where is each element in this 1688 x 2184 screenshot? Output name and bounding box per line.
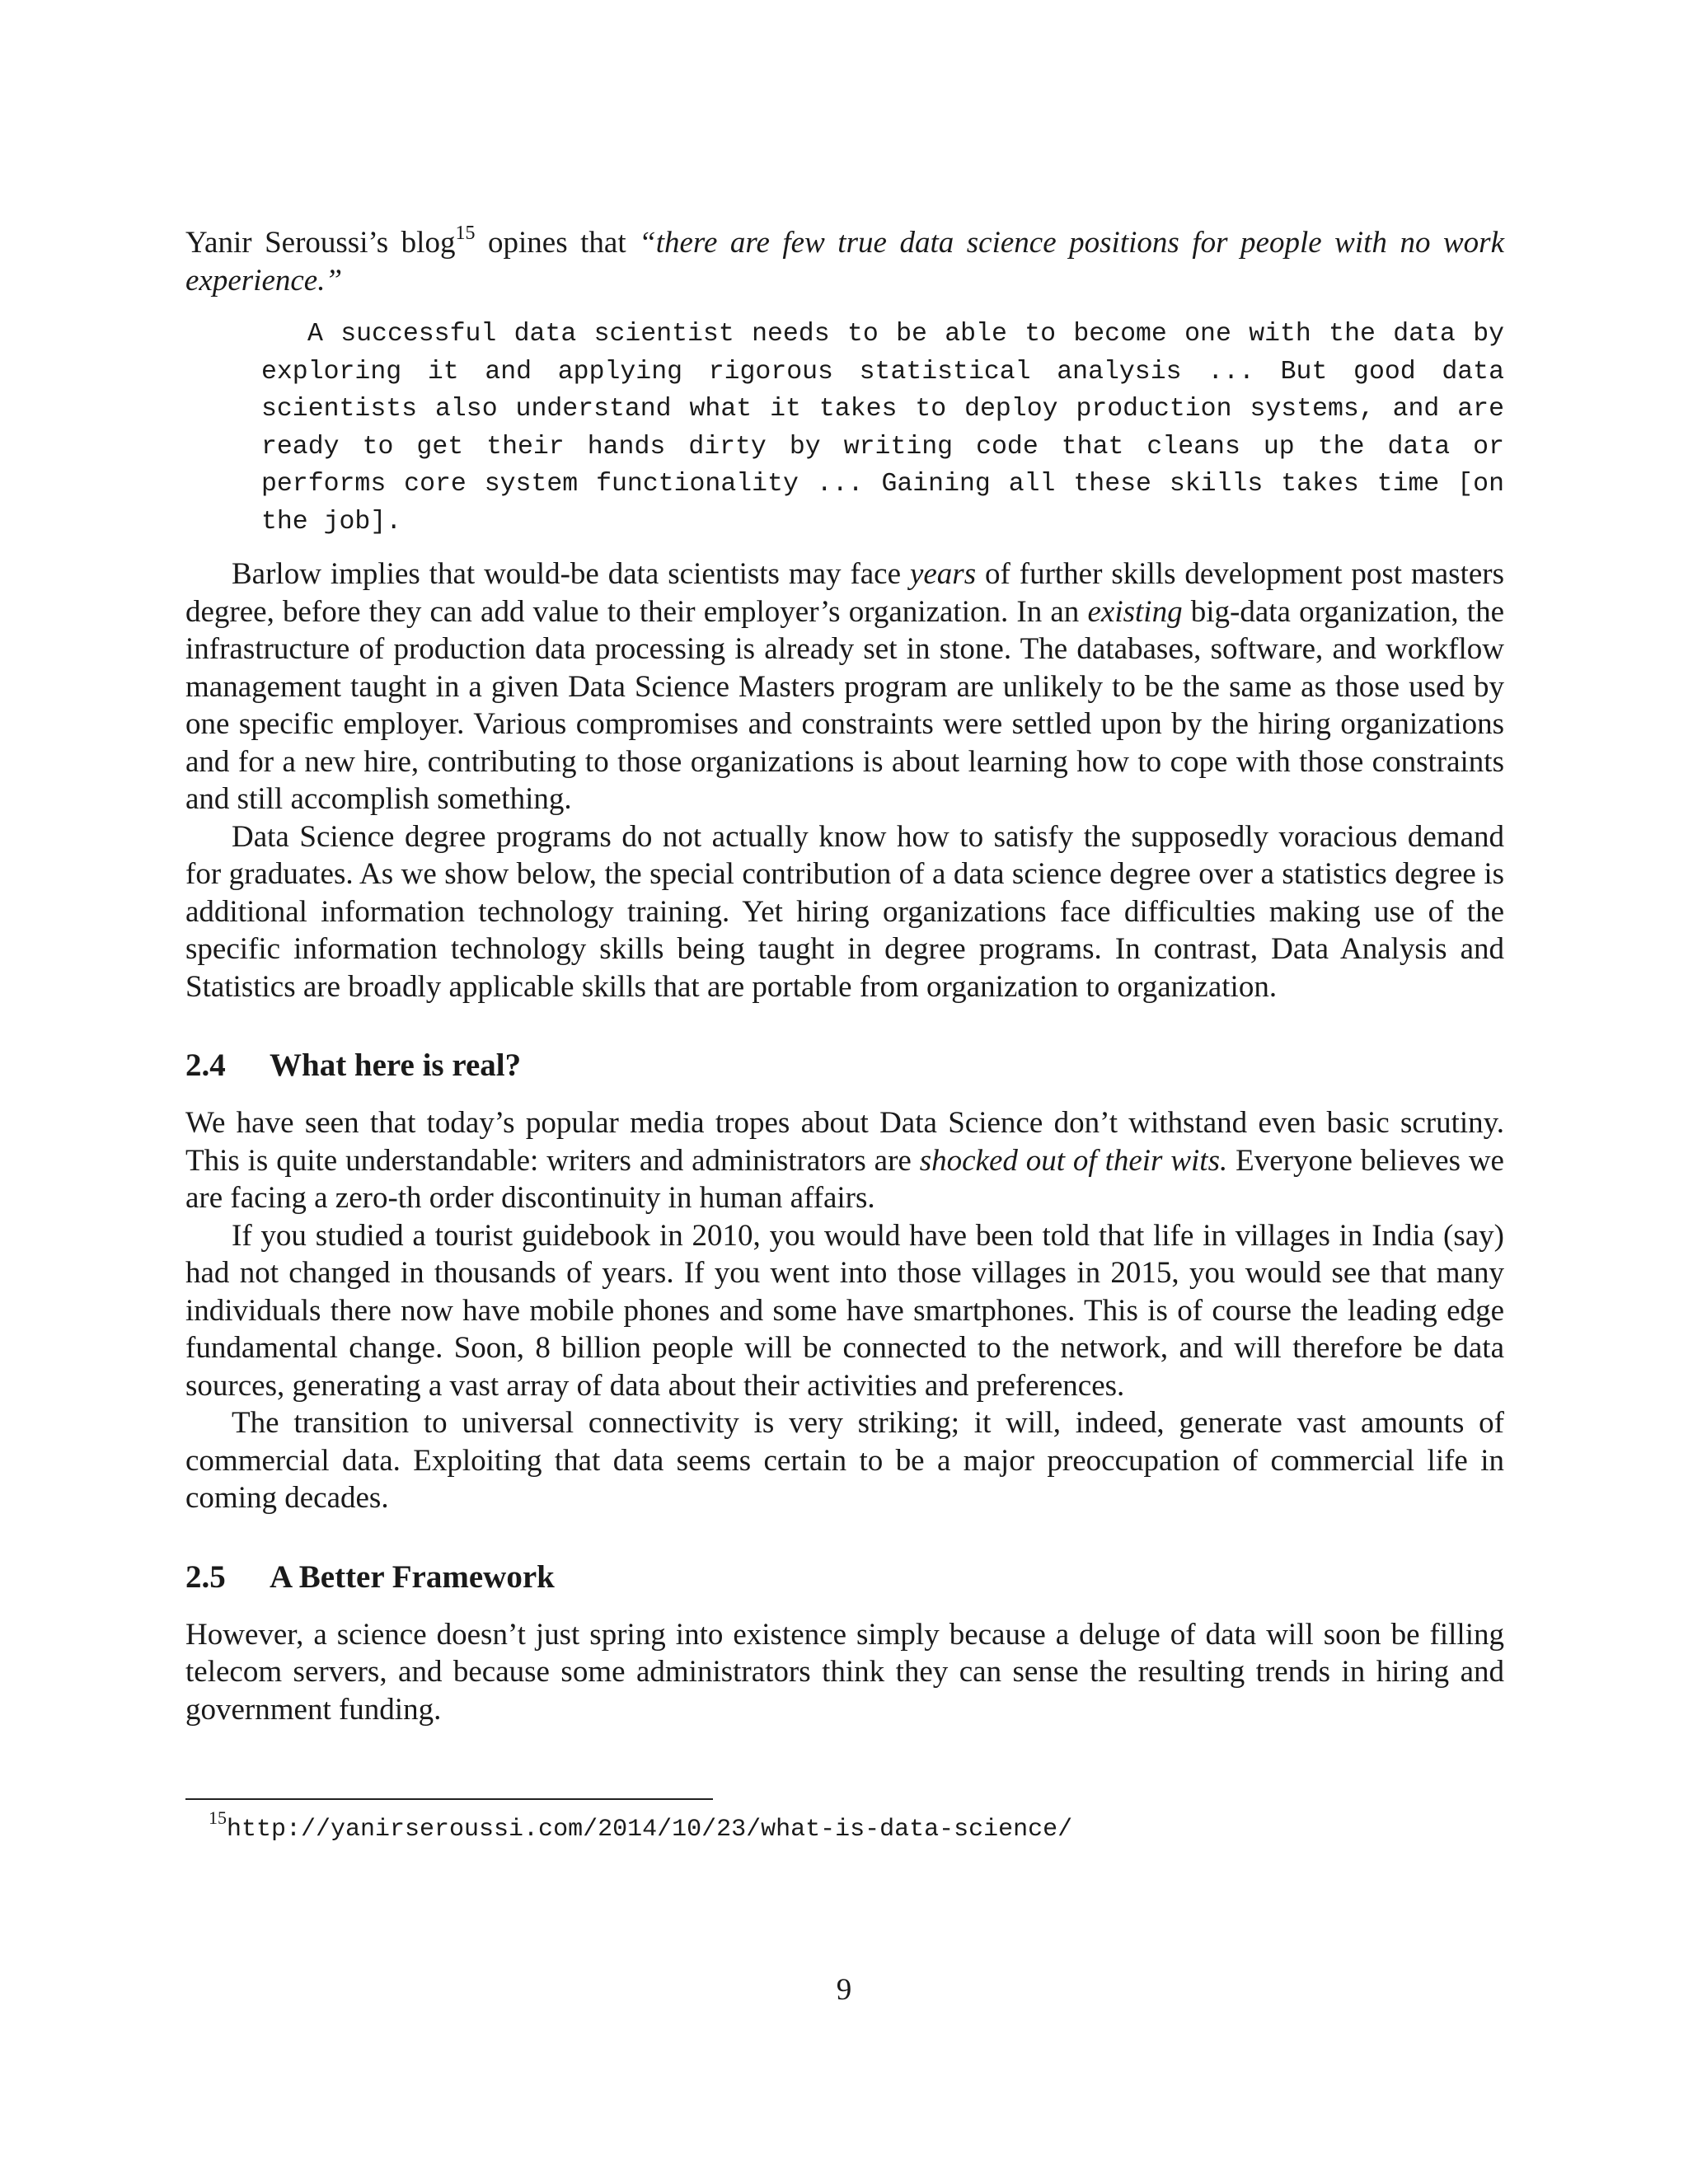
paragraph-better-framework: However, a science doesn’t just spring into existence simply because a deluge of data will soon be filling telecom servers, and because some administrators think they can sense the resulting trends in hiring and government funding.: [185, 1617, 1504, 1727]
footnote-reference[interactable]: 15: [455, 223, 476, 244]
paragraph-text: of further skills development post masters degree, before they can add value to their employer’s organization. In an: [185, 557, 1505, 629]
section-heading-2-4: [185, 1045, 1504, 1086]
section-heading-2-5: [185, 1557, 1504, 1598]
paragraph-guidebook: If you studied a tourist guidebook in 2010, you would have been told that life in villages in India (say) had not changed in thousands of years. If you went into those villages in 2015, you would see that many individuals there now have mobile phones and some have smartphones. This is of course the leading edge fundamental change. Soon, 8 billion people will be connected to the network, and will therefore be data sources, generating a vast array of data about their activities and preferences.: [185, 1218, 1504, 1403]
section-title: A Better Framework: [270, 1558, 555, 1595]
intro-quote: “there are few true data science positions for people with no work experience.”: [185, 226, 1504, 298]
footnote: [209, 1807, 1073, 1846]
footnote-url-link[interactable]: http://yanirseroussi.com/2014/10/23/what-is-data-science/: [227, 1816, 1073, 1844]
paragraph-connectivity: The transition to universal connectivity is very striking; it will, indeed, generate vast amounts of commercial data. Exploiting that data seems certain to be a major preoccupation of commercial life in coming decades.: [185, 1406, 1504, 1515]
footnote-divider: [185, 1798, 713, 1800]
intro-lead: Yanir Seroussi’s blog: [185, 226, 456, 260]
emphasis-years: years: [909, 557, 977, 591]
footnote-number: 15: [209, 1807, 227, 1828]
page-number: 9: [836, 1973, 852, 2007]
emphasis-shocked: shocked out of their wits.: [919, 1143, 1228, 1178]
block-quote-text: A successful data scientist needs to be able to become one with the data by exploring it and applying rigorous statistical analysis ... But good data scientists also understand what it takes to deploy production systems, and are ready to get their hands dirty by writing code that cleans up the data or performs core system functionality ... Gaining all these skills takes time [on the job].: [261, 320, 1504, 537]
section-number: 2.5: [185, 1558, 226, 1595]
intro-paragraph: [185, 224, 1504, 299]
paragraph-text: Barlow implies that would-be data scientists may face: [232, 557, 910, 591]
paragraph-text: We have seen that today’s popular media tropes about Data Science don’t withstand even basic scrutiny. This is quite understandable: writers and administrators are: [185, 1106, 1504, 1178]
page-body: [185, 224, 1504, 1728]
paragraph-degree-programs: Data Science degree programs do not actually know how to satisfy the supposedly voracious demand for graduates. As we show below, the special contribution of a data science degree over a statistics degree is additional information technology training. Yet hiring organizations face difficulties making use of the specific information technology skills being taught in degree programs. In contrast, Data Analysis and Statistics are broadly applicable skills that are portable from organization to organization.: [185, 819, 1504, 1004]
paragraph-text: Everyone believes we are facing a zero-th order discontinuity in human affairs.: [185, 1143, 1504, 1215]
emphasis-existing: existing: [1087, 594, 1183, 629]
block-quote: [261, 316, 1504, 541]
section-title: What here is real?: [270, 1047, 522, 1083]
paragraph-text: big-data organization, the infrastructure of production data processing is already set in stone. The databases, software, and workflow management taught in a given Data Science Masters program are unlikely to be the same as those used by one specific employer. Various compromises and constraints were settled upon by the hiring organizations and for a new hire, contributing to those organizations is about learning how to cope with those constraints and still accomplish something.: [185, 594, 1504, 816]
paragraph-media-tropes: [185, 1104, 1504, 1217]
paragraph-barlow: [185, 555, 1504, 818]
section-number: 2.4: [185, 1047, 226, 1083]
intro-mid: opines that: [475, 226, 640, 260]
